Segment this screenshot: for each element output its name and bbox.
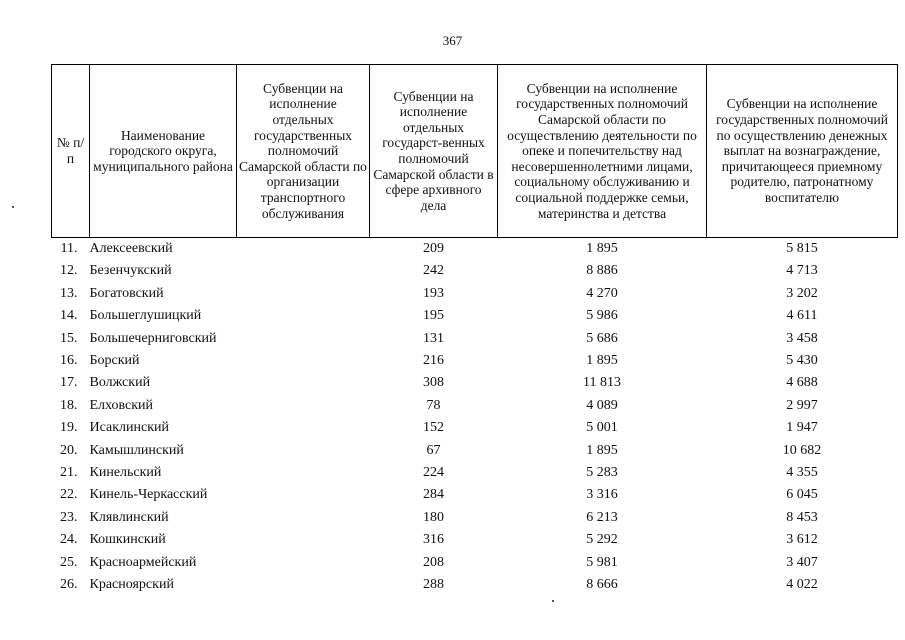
cell-foster: 3 458 (786, 330, 818, 346)
table-row (52, 372, 898, 394)
cell-archive: 195 (423, 308, 444, 324)
cell-guardianship: 5 292 (586, 532, 618, 548)
cell-name: Кошкинский (89, 532, 166, 548)
cell-foster: 6 045 (786, 487, 818, 503)
cell-guardianship: 4 089 (586, 397, 618, 413)
cell-guardianship: 6 213 (586, 509, 618, 525)
cell-archive: 208 (423, 554, 444, 570)
cell-guardianship: 5 986 (586, 308, 618, 324)
table-row (52, 350, 898, 372)
cell-foster: 1 947 (786, 420, 818, 436)
cell-archive: 284 (423, 487, 444, 503)
table-body (52, 238, 898, 597)
table-row (52, 417, 898, 439)
cell-guardianship: 5 686 (586, 330, 618, 346)
cell-name: Большеглушицкий (89, 308, 202, 324)
cell-transport (237, 484, 370, 506)
header-name: Наименование городского округа, муниципального района (90, 65, 237, 238)
cell-name: Волжский (89, 375, 151, 391)
cell-archive: 288 (423, 577, 444, 593)
cell-num: 16. (60, 353, 78, 369)
cell-name: Клявлинский (89, 509, 169, 525)
table-row (52, 462, 898, 484)
cell-num: 18. (60, 397, 78, 413)
cell-guardianship: 8 666 (586, 577, 618, 593)
cell-foster: 4 713 (786, 263, 818, 279)
page-number: 367 (442, 33, 463, 48)
cell-foster: 5 815 (786, 241, 818, 256)
cell-foster: 8 453 (786, 509, 818, 525)
cell-foster: 4 688 (786, 375, 818, 391)
cell-guardianship: 1 895 (586, 241, 618, 256)
table-row (52, 552, 898, 574)
cell-foster: 2 997 (786, 397, 818, 413)
cell-name: Елховский (89, 397, 154, 413)
cell-guardianship: 5 283 (586, 465, 618, 481)
table-row (52, 305, 898, 327)
cell-archive: 193 (423, 285, 444, 301)
cell-num: 12. (60, 263, 78, 279)
table-row (52, 260, 898, 282)
table-row (52, 529, 898, 551)
table-row (52, 484, 898, 506)
cell-name: Кинель-Черкасский (89, 487, 208, 503)
cell-guardianship: 11 813 (583, 375, 621, 391)
cell-archive: 216 (423, 353, 444, 369)
cell-num: 23. (60, 509, 78, 525)
cell-num: 20. (60, 442, 78, 458)
table-row (52, 328, 898, 350)
cell-foster: 4 355 (786, 465, 818, 481)
cell-archive: 209 (423, 241, 444, 256)
cell-num: 19. (60, 420, 78, 436)
cell-name: Алексеевский (89, 241, 173, 256)
cell-name: Красноармейский (89, 554, 197, 570)
cell-num: 22. (60, 487, 78, 503)
cell-name: Борский (89, 353, 140, 369)
cell-foster: 4 022 (786, 577, 818, 593)
cell-transport (237, 529, 370, 551)
header-foster: Субвенции на исполнение государственных полномочий по осуществлению денежных выплат на вознаграждение, причитающееся приемному родителю, патронатному воспитателю (707, 65, 898, 238)
cell-num: 13. (60, 285, 78, 301)
cell-guardianship: 1 895 (586, 353, 618, 369)
cell-num: 25. (60, 554, 78, 570)
cell-guardianship: 5 001 (586, 420, 618, 436)
scan-speck (12, 206, 14, 208)
table-row (52, 574, 898, 596)
cell-archive: 131 (423, 330, 444, 346)
cell-num: 24. (60, 532, 78, 548)
scan-speck (552, 600, 554, 602)
cell-name: Красноярский (89, 577, 174, 593)
table-header-row (52, 65, 898, 238)
cell-archive: 224 (423, 465, 444, 481)
cell-transport (237, 283, 370, 305)
cell-foster: 3 202 (786, 285, 818, 301)
cell-transport (237, 417, 370, 439)
header-guardianship: Субвенции на исполнение государственных полномочий Самарской области по осуществлению деятельности по опеке и попечительству над несовершеннолетними лицами, социальному обслуживанию и социальной поддержке семьи, материнства и детства (498, 65, 707, 238)
cell-num: 17. (60, 375, 78, 391)
table-row (52, 507, 898, 529)
cell-foster: 3 612 (786, 532, 818, 548)
cell-archive: 67 (426, 442, 441, 458)
subventions-table (51, 64, 898, 597)
cell-transport (237, 440, 370, 462)
table-row (52, 440, 898, 462)
cell-archive: 242 (423, 263, 444, 279)
cell-transport (237, 350, 370, 372)
table-row (52, 283, 898, 305)
cell-foster: 4 611 (786, 308, 818, 324)
cell-name: Большечерниговский (89, 330, 217, 346)
cell-transport (237, 574, 370, 596)
cell-guardianship: 1 895 (586, 442, 618, 458)
header-transport: Субвенции на исполнение отдельных государственных полномочий Самарской области по организации транспортного обслуживания (237, 65, 370, 238)
cell-name: Камышлинский (89, 442, 184, 458)
cell-archive: 316 (423, 532, 444, 548)
cell-num: 11. (60, 241, 78, 256)
cell-transport (237, 462, 370, 484)
cell-guardianship: 5 981 (586, 554, 618, 570)
cell-guardianship: 4 270 (586, 285, 618, 301)
cell-transport (237, 305, 370, 327)
cell-foster: 5 430 (786, 353, 818, 369)
cell-num: 14. (60, 308, 78, 324)
cell-archive: 152 (423, 420, 444, 436)
cell-guardianship: 8 886 (586, 263, 618, 279)
cell-name: Кинельский (89, 465, 162, 481)
cell-transport (237, 260, 370, 282)
header-archive: Субвенции на исполнение отдельных государст-венных полномочий Самарской области в сфере архивного дела (370, 65, 498, 238)
cell-transport (237, 328, 370, 350)
cell-transport (237, 238, 370, 261)
table-row (52, 395, 898, 417)
cell-archive: 78 (426, 397, 441, 413)
header-num: № п/п (52, 65, 90, 238)
table-row (52, 238, 898, 261)
cell-num: 26. (60, 577, 78, 593)
cell-name: Исаклинский (89, 420, 169, 436)
cell-transport (237, 372, 370, 394)
cell-name: Богатовский (89, 285, 164, 301)
cell-archive: 180 (423, 509, 444, 525)
cell-foster: 3 407 (786, 554, 818, 570)
cell-num: 15. (60, 330, 78, 346)
cell-transport (237, 395, 370, 417)
cell-name: Безенчукский (89, 263, 172, 279)
cell-archive: 308 (423, 375, 444, 391)
cell-guardianship: 3 316 (586, 487, 618, 503)
cell-num: 21. (60, 465, 78, 481)
cell-transport (237, 552, 370, 574)
cell-transport (237, 507, 370, 529)
cell-foster: 10 682 (782, 442, 822, 458)
